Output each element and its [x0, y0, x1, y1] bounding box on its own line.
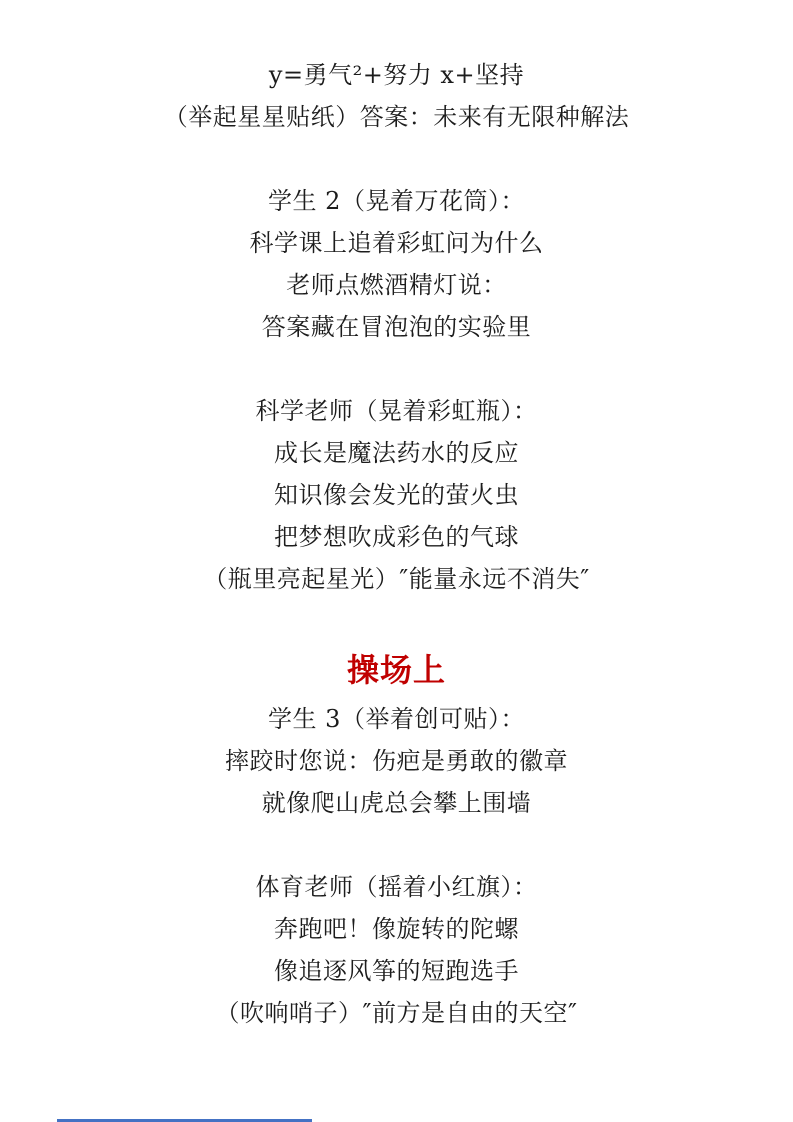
text-line-speaker-student2: 学生 2（晃着万花筒）：	[268, 187, 525, 215]
blank-line	[0, 348, 793, 390]
text-line-speaker-science-teacher: 科学老师（晃着彩虹瓶）：	[255, 397, 538, 425]
text-line: 摔跤时您说：伤疤是勇敢的徽章	[225, 747, 568, 775]
text-line: 把梦想吹成彩色的气球	[274, 523, 519, 551]
text-line: 老师点燃酒精灯说：	[286, 271, 507, 299]
text-line-stage-direction: （举起星星贴纸）答案：未来有无限种解法	[163, 103, 630, 131]
blank-line	[0, 138, 793, 180]
text-line-speaker-pe-teacher: 体育老师（摇着小红旗）：	[255, 873, 538, 901]
text-line: 知识像会发光的萤火虫	[274, 481, 519, 509]
text-line-speaker-student3: 学生 3（举着创可贴）：	[268, 705, 525, 733]
text-line: 答案藏在冒泡泡的实验里	[261, 313, 532, 341]
text-line-stage-direction: （吹响哨子）″前方是自由的天空″	[215, 999, 578, 1027]
text-line: 像追逐风筝的短跑选手	[274, 957, 519, 985]
text-line: 成长是魔法药水的反应	[274, 439, 519, 467]
text-line: 就像爬山虎总会攀上围墙	[261, 789, 532, 817]
section-heading-playground: 操场上	[346, 651, 446, 689]
text-line-stage-direction: （瓶里亮起星光）″能量永远不消失″	[203, 565, 590, 593]
text-line-equation: y=勇气²+努力 x+坚持	[268, 61, 525, 89]
text-line: 奔跑吧！像旋转的陀螺	[274, 915, 519, 943]
blank-line	[0, 824, 793, 866]
blank-line	[0, 600, 793, 642]
text-line: 科学课上追着彩虹问为什么	[249, 229, 544, 257]
